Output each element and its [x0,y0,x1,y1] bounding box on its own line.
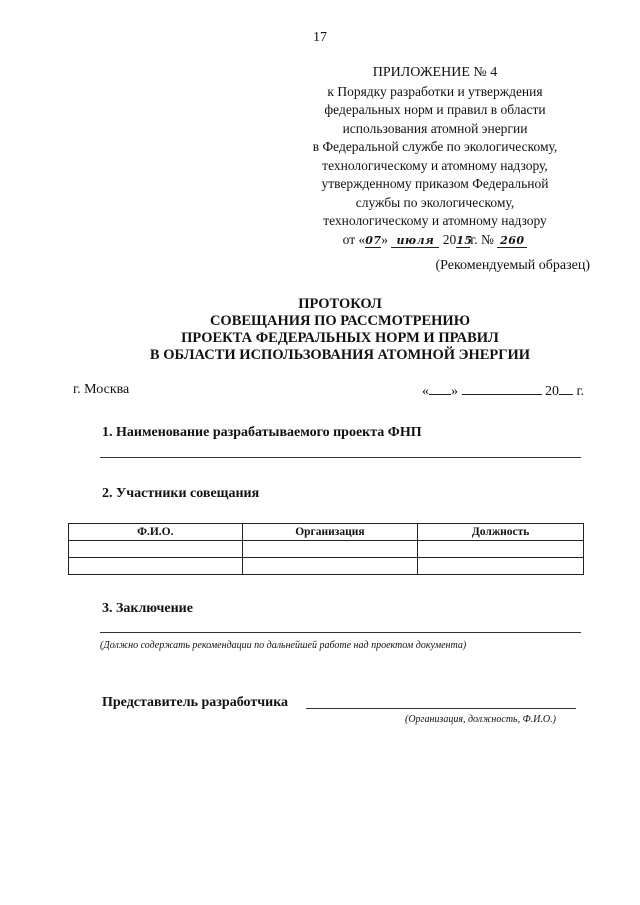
appendix-line: технологическому и атомному надзору [323,213,547,228]
conclusion-line[interactable] [100,632,581,633]
title-line: ПРОЕКТА ФЕДЕРАЛЬНЫХ НОРМ И ПРАВИЛ [181,330,499,346]
appendix-line: утвержденному приказом Федеральной [321,176,549,191]
appendix-line: федеральных норм и правил в области [324,102,546,117]
date-field [422,382,584,400]
section-participants: 2. Участники совещания [102,486,260,501]
table-cell[interactable] [69,541,243,558]
date-year-blank[interactable] [559,382,573,395]
table-cell[interactable] [242,541,418,558]
order-year: 15 [456,233,473,247]
appendix-line: использования атомной энергии [342,120,528,136]
section-conclusion: 3. Заключение [102,601,193,616]
date-month-blank[interactable] [462,382,542,395]
column-header-organization: Организация [242,524,418,541]
recommended-label: (Рекомендуемый образец) [435,258,590,273]
date-year-suffix: г. [576,384,585,399]
date-close-quote: » [451,384,458,399]
appendix-line: службы по экологическому, [355,194,515,210]
title-line: СОВЕЩАНИЯ ПО РАССМОТРЕНИЮ [209,313,471,329]
document-title [0,296,640,364]
title-line: ПРОТОКОЛ [298,296,382,312]
table-row [69,558,584,575]
order-number: 260 [497,235,527,248]
table-cell[interactable] [69,558,243,575]
representative-label: Представитель разработчика [102,695,289,710]
place: г. Москва [73,382,130,397]
table-header-row [69,524,584,541]
table-cell[interactable] [418,558,584,575]
project-name-line[interactable] [100,457,581,458]
appendix-title: ПРИЛОЖЕНИЕ № 4 [372,65,498,80]
appendix-header [290,64,580,249]
representative-caption: (Организация, должность, Ф.И.О.) [405,714,556,725]
table-cell[interactable] [242,558,418,575]
order-month: июля [391,235,439,248]
appendix-line: к Порядку разработки и утверждения [327,83,543,99]
title-line: В ОБЛАСТИ ИСПОЛЬЗОВАНИЯ АТОМНОЙ ЭНЕРГИИ [149,347,531,363]
representative-line[interactable] [306,708,576,709]
order-reference: от «07» июля 2015г. № 260 [290,231,580,250]
order-prefix: от « [342,231,366,247]
order-suffix: г. № [470,231,494,247]
section-project-name: 1. Наименование разрабатываемого проекта ФНП [102,425,422,440]
page-number: 17 [313,30,327,45]
conclusion-caption: (Должно содержать рекомендации по дальнейшей работе над проектом документа) [100,640,467,651]
appendix-line: технологическому и атомному надзору, [322,157,548,173]
date-year-prefix: 20 [545,384,559,399]
order-year-prefix: 20 [442,231,457,247]
order-day: 07 [365,233,382,247]
date-day-blank[interactable] [429,382,451,395]
appendix-line: в Федеральной службе по экологическому, [312,139,558,154]
column-header-position: Должность [418,524,584,541]
table-row [69,541,584,558]
participants-table [68,523,584,575]
table-cell[interactable] [418,541,584,558]
column-header-name: Ф.И.О. [69,524,243,541]
date-open-quote: « [422,384,429,399]
